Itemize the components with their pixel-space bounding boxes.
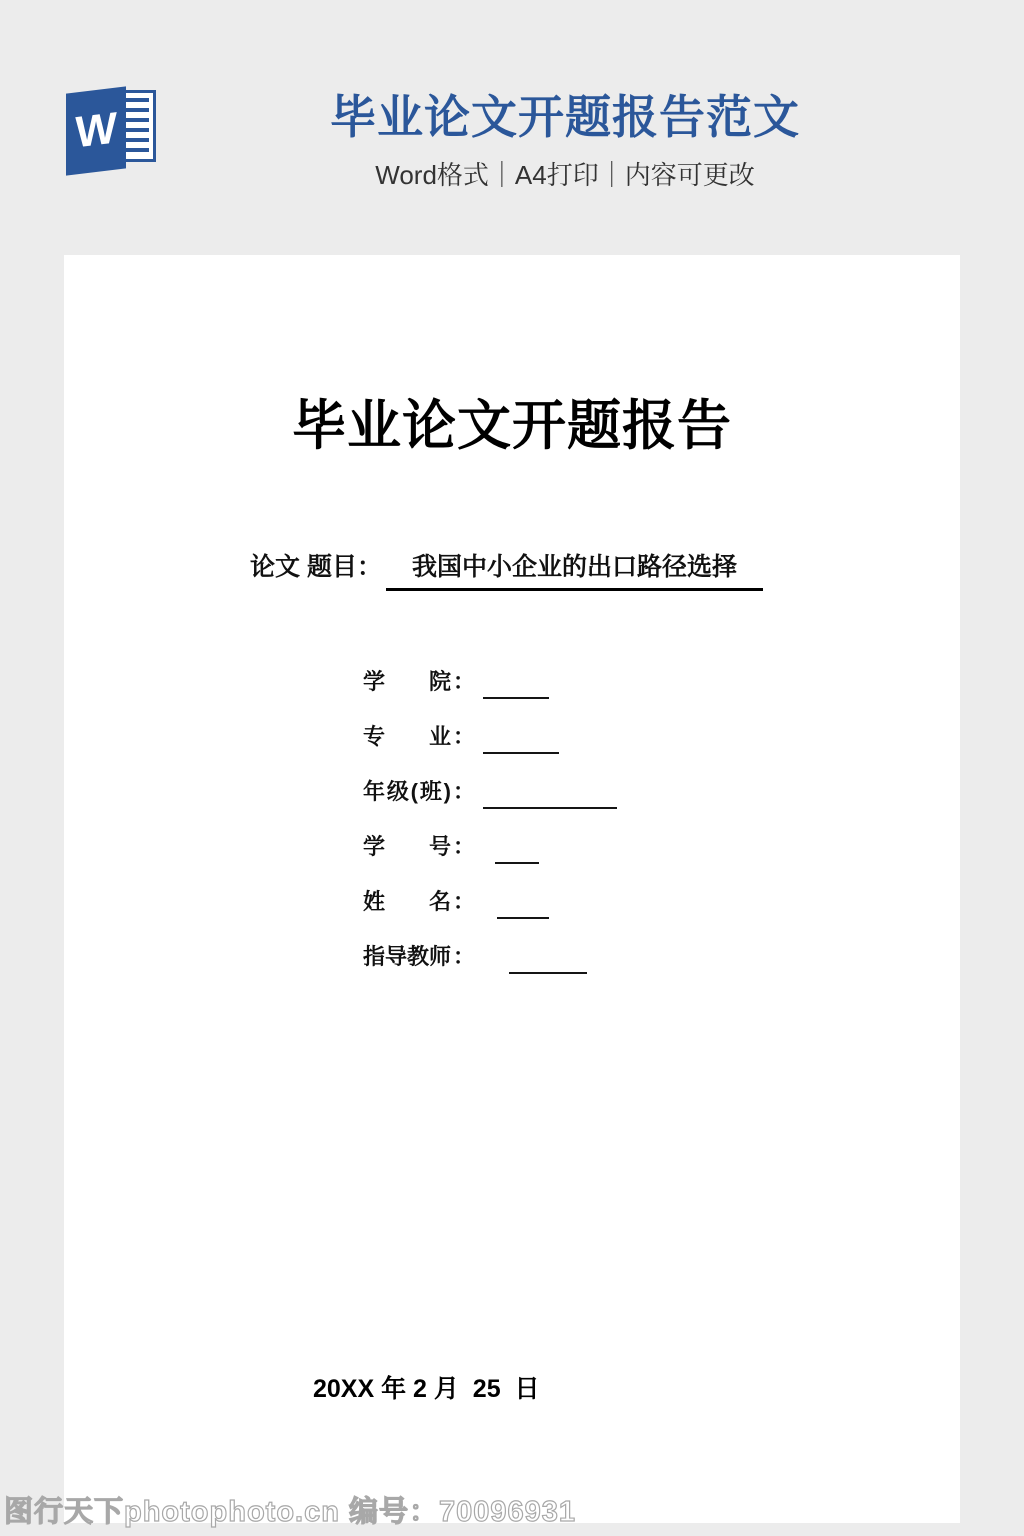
field-label-advisor: 指导教师 [363, 944, 452, 969]
thesis-title-label: 论文 题目： [250, 553, 382, 581]
field-row-class [363, 763, 617, 818]
field-row-college [363, 653, 617, 708]
word-icon-letter: W [75, 103, 117, 158]
field-label-major: 专 业 [363, 724, 451, 749]
cover-form [363, 653, 617, 983]
word-icon-flap [66, 86, 126, 175]
watermark-text: 图行天下photophoto.cn 编号：70096931 [4, 1496, 577, 1528]
field-row-student-id [363, 818, 617, 873]
field-blank-class [483, 787, 617, 809]
template-title: 毕业论文开题报告范文 [330, 91, 800, 143]
document-title: 毕业论文开题报告 [292, 396, 732, 456]
field-blank-college [483, 677, 549, 699]
thesis-title-value: 我国中小企业的出口路径选择 [386, 547, 763, 591]
field-blank-advisor [509, 952, 587, 974]
field-blank-major [483, 732, 559, 754]
field-colon: ： [453, 724, 476, 749]
field-row-major [363, 708, 617, 763]
field-colon: ： [453, 669, 476, 694]
thesis-title-row [250, 547, 763, 591]
word-icon-document-lines [123, 98, 149, 154]
field-blank-student-id [495, 842, 539, 864]
field-colon: ： [453, 889, 476, 914]
field-colon: ： [453, 779, 476, 804]
field-label-name: 姓 名 [363, 889, 451, 914]
field-colon: ： [453, 944, 476, 969]
template-subtitle: Word格式｜A4打印｜内容可更改 [375, 159, 755, 190]
field-label-class: 年级(班) [363, 779, 451, 804]
field-blank-name [497, 897, 549, 919]
field-label-college: 学 院 [363, 669, 451, 694]
header-banner [0, 0, 1024, 255]
word-icon [64, 80, 160, 176]
field-colon: ： [453, 834, 476, 859]
field-label-student-id: 学 号 [363, 834, 451, 859]
header-text-block [205, 92, 925, 192]
field-row-advisor [363, 928, 617, 983]
document-page [64, 255, 960, 1523]
field-row-name [363, 873, 617, 928]
document-date: 20XX 年 2 月 25 日 [313, 1375, 540, 1403]
